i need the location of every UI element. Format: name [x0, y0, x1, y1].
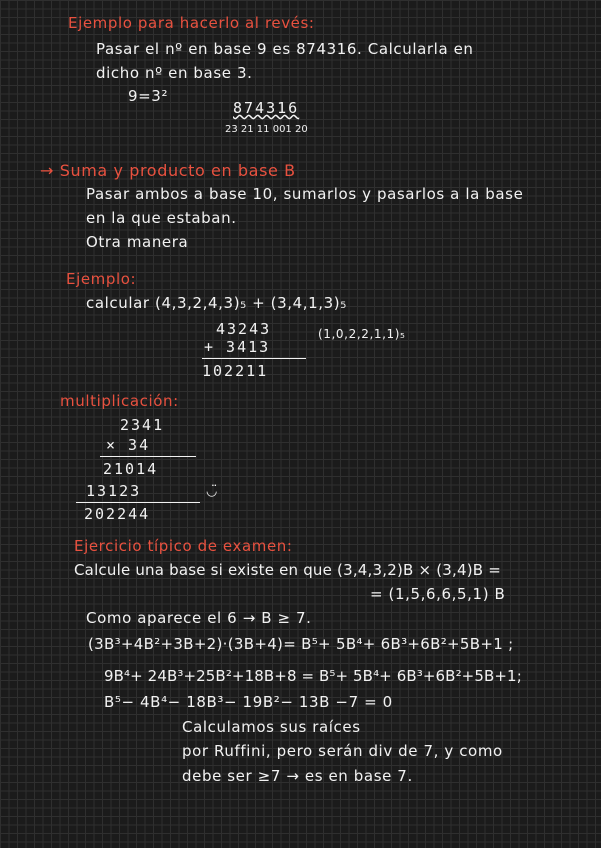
multiplication-partial-2: 13123	[86, 482, 142, 500]
exam-line-3: Como aparece el 6 → B ≥ 7.	[86, 609, 312, 627]
exam-note-1: Calculamos sus raíces	[182, 718, 361, 736]
example-2-calc: calcular (4,3,2,4,3)₅ + (3,4,1,3)₅	[86, 294, 347, 312]
example-2-sum-rule	[202, 358, 306, 359]
exam-note-3: debe ser ≥7 → es en base 7.	[182, 767, 413, 785]
example-1-digit-groups: 23 21 11 001 20	[225, 124, 308, 135]
example-1-base-equation: 9=3²	[128, 87, 169, 105]
multiplication-heading: multiplicación:	[60, 392, 179, 410]
example-2-heading: Ejemplo:	[66, 270, 137, 288]
example-2-row-2: + 3413	[204, 338, 271, 356]
exam-heading: Ejercicio típico de examen:	[74, 537, 293, 555]
exam-equation-2: 9B⁴+ 24B³+25B²+18B+8 = B⁵+ 5B⁴+ 6B³+6B²+5B+1;	[104, 667, 522, 685]
section-sum-line-3: Otra manera	[86, 233, 189, 251]
section-sum-line-1: Pasar ambos a base 10, sumarlos y pasarlos a la base	[86, 185, 524, 203]
example-1-line-1: Pasar el nº en base 9 es 874316. Calcularla en	[96, 40, 474, 58]
multiplication-rule-1	[100, 456, 196, 457]
multiplication-rule-2	[76, 502, 200, 503]
example-2-result-aside: (1,0,2,2,1,1)₅	[318, 327, 406, 341]
multiplication-row-1: 2341	[120, 416, 165, 434]
exam-equation-1: (3B³+4B²+3B+2)·(3B+4)= B⁵+ 5B⁴+ 6B³+6B²+5B+1 ;	[88, 635, 514, 653]
exam-equation-3: B⁵− 4B⁴− 18B³− 19B²− 13B −7 = 0	[104, 693, 393, 711]
exam-line-2: = (1,5,6,6,5,1) B	[370, 585, 506, 603]
example-2-result: 102211	[202, 362, 269, 380]
exam-line-1: Calcule una base si existe en que (3,4,3,2)B × (3,4)B =	[74, 561, 501, 579]
example-1-heading: Ejemplo para hacerlo al revés:	[68, 14, 315, 32]
multiplication-result: 202244	[84, 505, 151, 523]
section-sum-heading: → Suma y producto en base B	[40, 161, 296, 180]
multiplication-row-2: × 34	[106, 436, 151, 454]
example-1-number: 874316	[233, 99, 300, 117]
smiley-face: ◡̈	[206, 484, 218, 499]
section-sum-line-2: en la que estaban.	[86, 209, 237, 227]
exam-note-2: por Ruffini, pero serán div de 7, y como	[182, 742, 503, 760]
multiplication-partial-1: 21014	[103, 460, 159, 478]
example-2-row-1: 43243	[216, 320, 272, 338]
example-1-line-2: dicho nº en base 3.	[96, 64, 253, 82]
